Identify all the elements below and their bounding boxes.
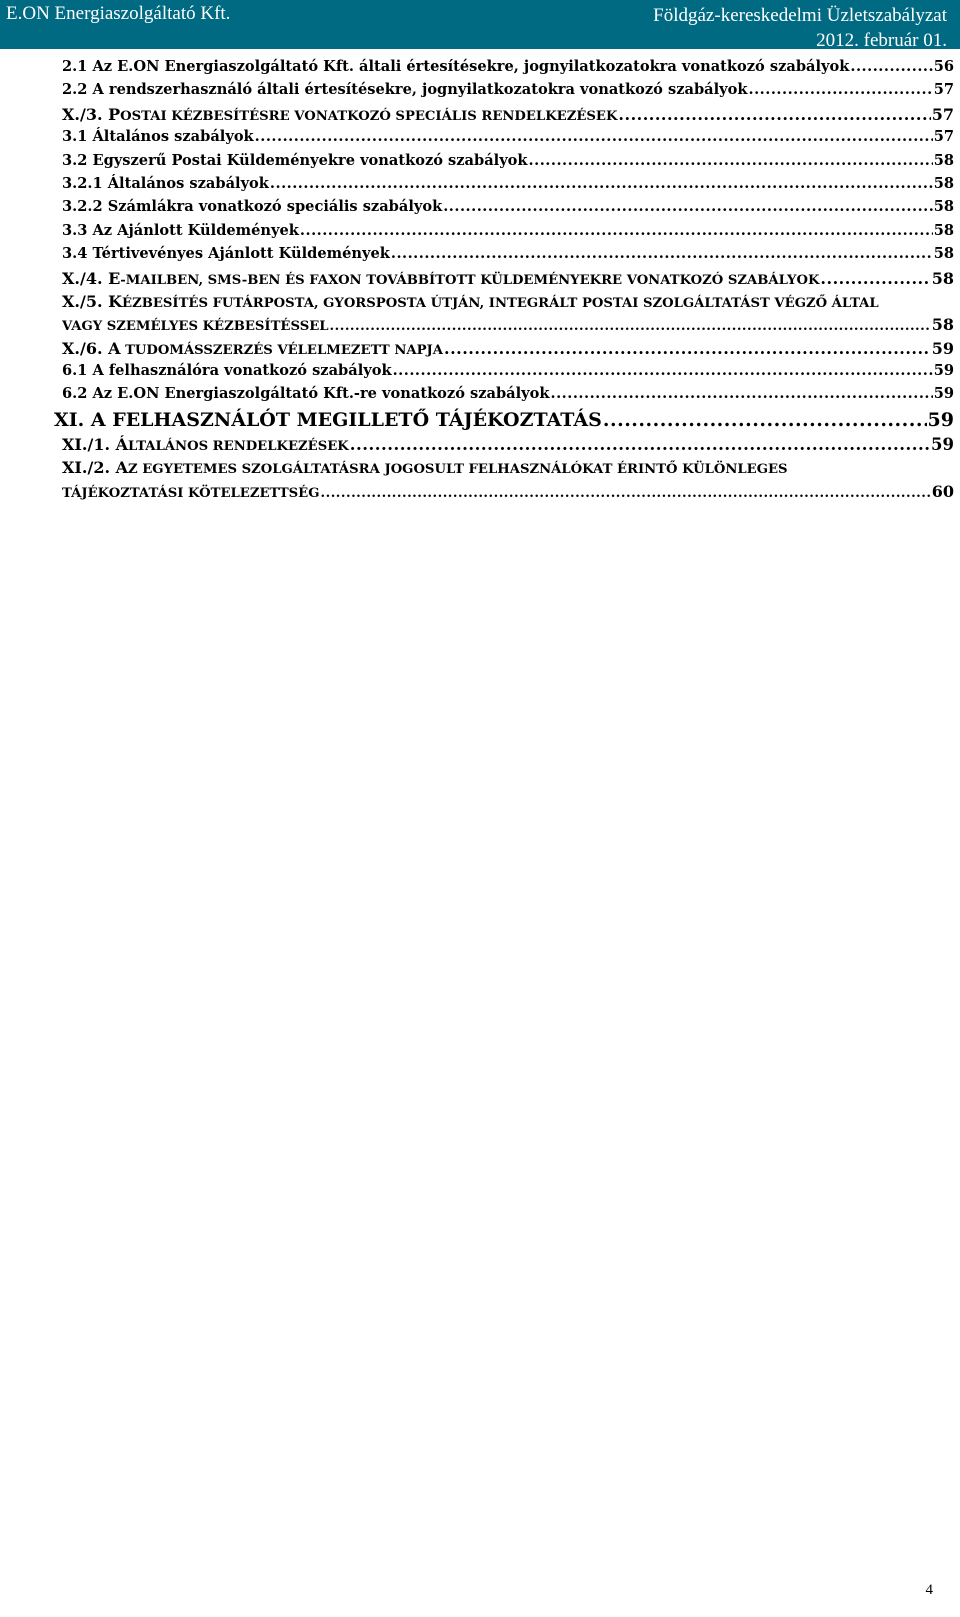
toc-entry[interactable] [62, 81, 954, 104]
toc-leader [330, 319, 931, 334]
toc-leader [255, 128, 933, 145]
toc-leader [444, 339, 931, 358]
toc-entry-title: X./3. POSTAI KÉZBESÍTÉSRE VONATKOZÓ SPECIÁLIS RENDELKEZÉSEK [62, 104, 618, 124]
toc-leader [820, 269, 930, 288]
toc-entry[interactable] [62, 385, 954, 408]
toc-entry-title: 3.3 Az Ajánlott Küldemények [62, 221, 299, 239]
toc-entry[interactable] [62, 128, 954, 151]
toc-leader [300, 222, 933, 239]
toc-leader [749, 81, 933, 98]
toc-entry[interactable] [62, 245, 954, 268]
toc-entry[interactable] [62, 362, 954, 385]
toc-section-entry[interactable] [62, 105, 954, 128]
toc-leader [321, 486, 931, 501]
toc-leader [393, 362, 933, 379]
toc-entry-title: X./4. E-MAILBEN, SMS-BEN ÉS FAXON TOVÁBBÍTOTT KÜLDEMÉNYEKRE VONATKOZÓ SZABÁLYOK [62, 268, 820, 288]
toc-entry[interactable] [62, 58, 954, 81]
toc-entry-page: 58 [933, 151, 954, 169]
toc-entry[interactable] [62, 152, 954, 175]
toc-leader [850, 58, 932, 75]
toc-leader [603, 409, 927, 431]
header-right [653, 3, 947, 53]
toc-entry-page: 57 [931, 104, 954, 124]
toc-entry-title: 3.2.2 Számlákra vonatkozó speciális szabályok [62, 198, 443, 216]
toc-leader [618, 105, 930, 124]
toc-entry-title: X./5. KÉZBESÍTÉS FUTÁRPOSTA, GYORSPOSTA ÚTJÁN, INTEGRÁLT POSTAI SZOLGÁLTATÁST VÉGZŐ ÁLTAL [62, 291, 879, 311]
toc-entry-title: 6.1 A felhasználóra vonatkozó szabályok [62, 362, 392, 380]
toc-section-entry[interactable] [62, 435, 954, 458]
company-name: E.ON Energiaszolgáltató Kft. [6, 3, 231, 24]
toc-section-entry[interactable] [62, 269, 954, 292]
toc-leader [443, 198, 932, 215]
page-number: 4 [925, 1582, 933, 1598]
toc-entry-page: 59 [931, 434, 954, 454]
toc-leader [391, 245, 933, 262]
toc-entry-page: 58 [933, 198, 954, 216]
toc-section-entry-line1[interactable] [62, 292, 954, 315]
toc-entry-page: 57 [933, 128, 954, 146]
toc-entry-title: XI. A FELHASZNÁLÓT MEGILLETŐ TÁJÉKOZTATÁS [54, 408, 602, 431]
toc-entry-title: 2.1 Az E.ON Energiaszolgáltató Kft. általi értesítésekre, jognyilatkozatokra vonatkozó szabályok [62, 58, 850, 75]
toc-entry-page: 57 [933, 81, 954, 99]
toc-chapter-entry[interactable] [54, 409, 954, 435]
toc-entry-page: 59 [933, 362, 954, 380]
toc-entry-page: 58 [931, 268, 954, 288]
toc-leader [529, 152, 933, 169]
document-date: 2012. február 01. [816, 30, 947, 51]
toc-entry-page: 59 [931, 338, 954, 358]
document-title: Földgáz-kereskedelmi Üzletszabályzat [653, 5, 947, 26]
toc-entry-title: 3.4 Tértivevényes Ajánlott Küldemények [62, 245, 390, 263]
toc-leader [270, 175, 933, 192]
toc-leader [551, 385, 933, 402]
toc-entry-title: 6.2 Az E.ON Energiaszolgáltató Kft.-re vonatkozó szabályok [62, 385, 550, 403]
toc-section-entry-line2[interactable] [62, 482, 954, 505]
document-header [0, 0, 960, 49]
toc-entry-page: 59 [933, 385, 954, 403]
toc-entry-page: 58 [931, 315, 954, 335]
toc-entry-title: XI./2. AZ EGYETEMES SZOLGÁLTATÁSRA JOGOSULT FELHASZNÁLÓKAT ÉRINTŐ KÜLÖNLEGES [62, 458, 788, 478]
toc-entry-page: 58 [933, 174, 954, 192]
toc-entry-title: X./6. A TUDOMÁSSZERZÉS VÉLELMEZETT NAPJA [62, 338, 443, 358]
toc-entry[interactable] [62, 222, 954, 245]
toc-entry-title-cont: VAGY SZEMÉLYES KÉZBESÍTÉSSEL [62, 319, 329, 335]
toc-entry-page: 59 [927, 408, 954, 431]
toc-entry-title: 3.2.1 Általános szabályok [62, 174, 269, 192]
table-of-contents [54, 58, 954, 505]
toc-entry[interactable] [62, 175, 954, 198]
toc-entry-page: 58 [933, 245, 954, 263]
toc-section-entry[interactable] [62, 339, 954, 362]
toc-leader [350, 435, 930, 454]
toc-entry-page: 58 [933, 221, 954, 239]
toc-entry-title: 3.2 Egyszerű Postai Küldeményekre vonatkozó szabályok [62, 151, 528, 169]
toc-section-entry-line1[interactable] [62, 458, 954, 481]
toc-entry-page: 56 [933, 58, 954, 75]
toc-entry-page: 60 [931, 481, 954, 501]
toc-entry-title-cont: TÁJÉKOZTATÁSI KÖTELEZETTSÉG [62, 485, 320, 501]
toc-entry[interactable] [62, 198, 954, 221]
toc-entry-title: XI./1. ÁLTALÁNOS RENDELKEZÉSEK [62, 434, 349, 454]
toc-entry-title: 2.2 A rendszerhasználó általi értesítésekre, jognyilatkozatokra vonatkozó szabályok [62, 81, 748, 99]
toc-entry-title: 3.1 Általános szabályok [62, 128, 254, 146]
toc-section-entry-line2[interactable] [62, 315, 954, 338]
